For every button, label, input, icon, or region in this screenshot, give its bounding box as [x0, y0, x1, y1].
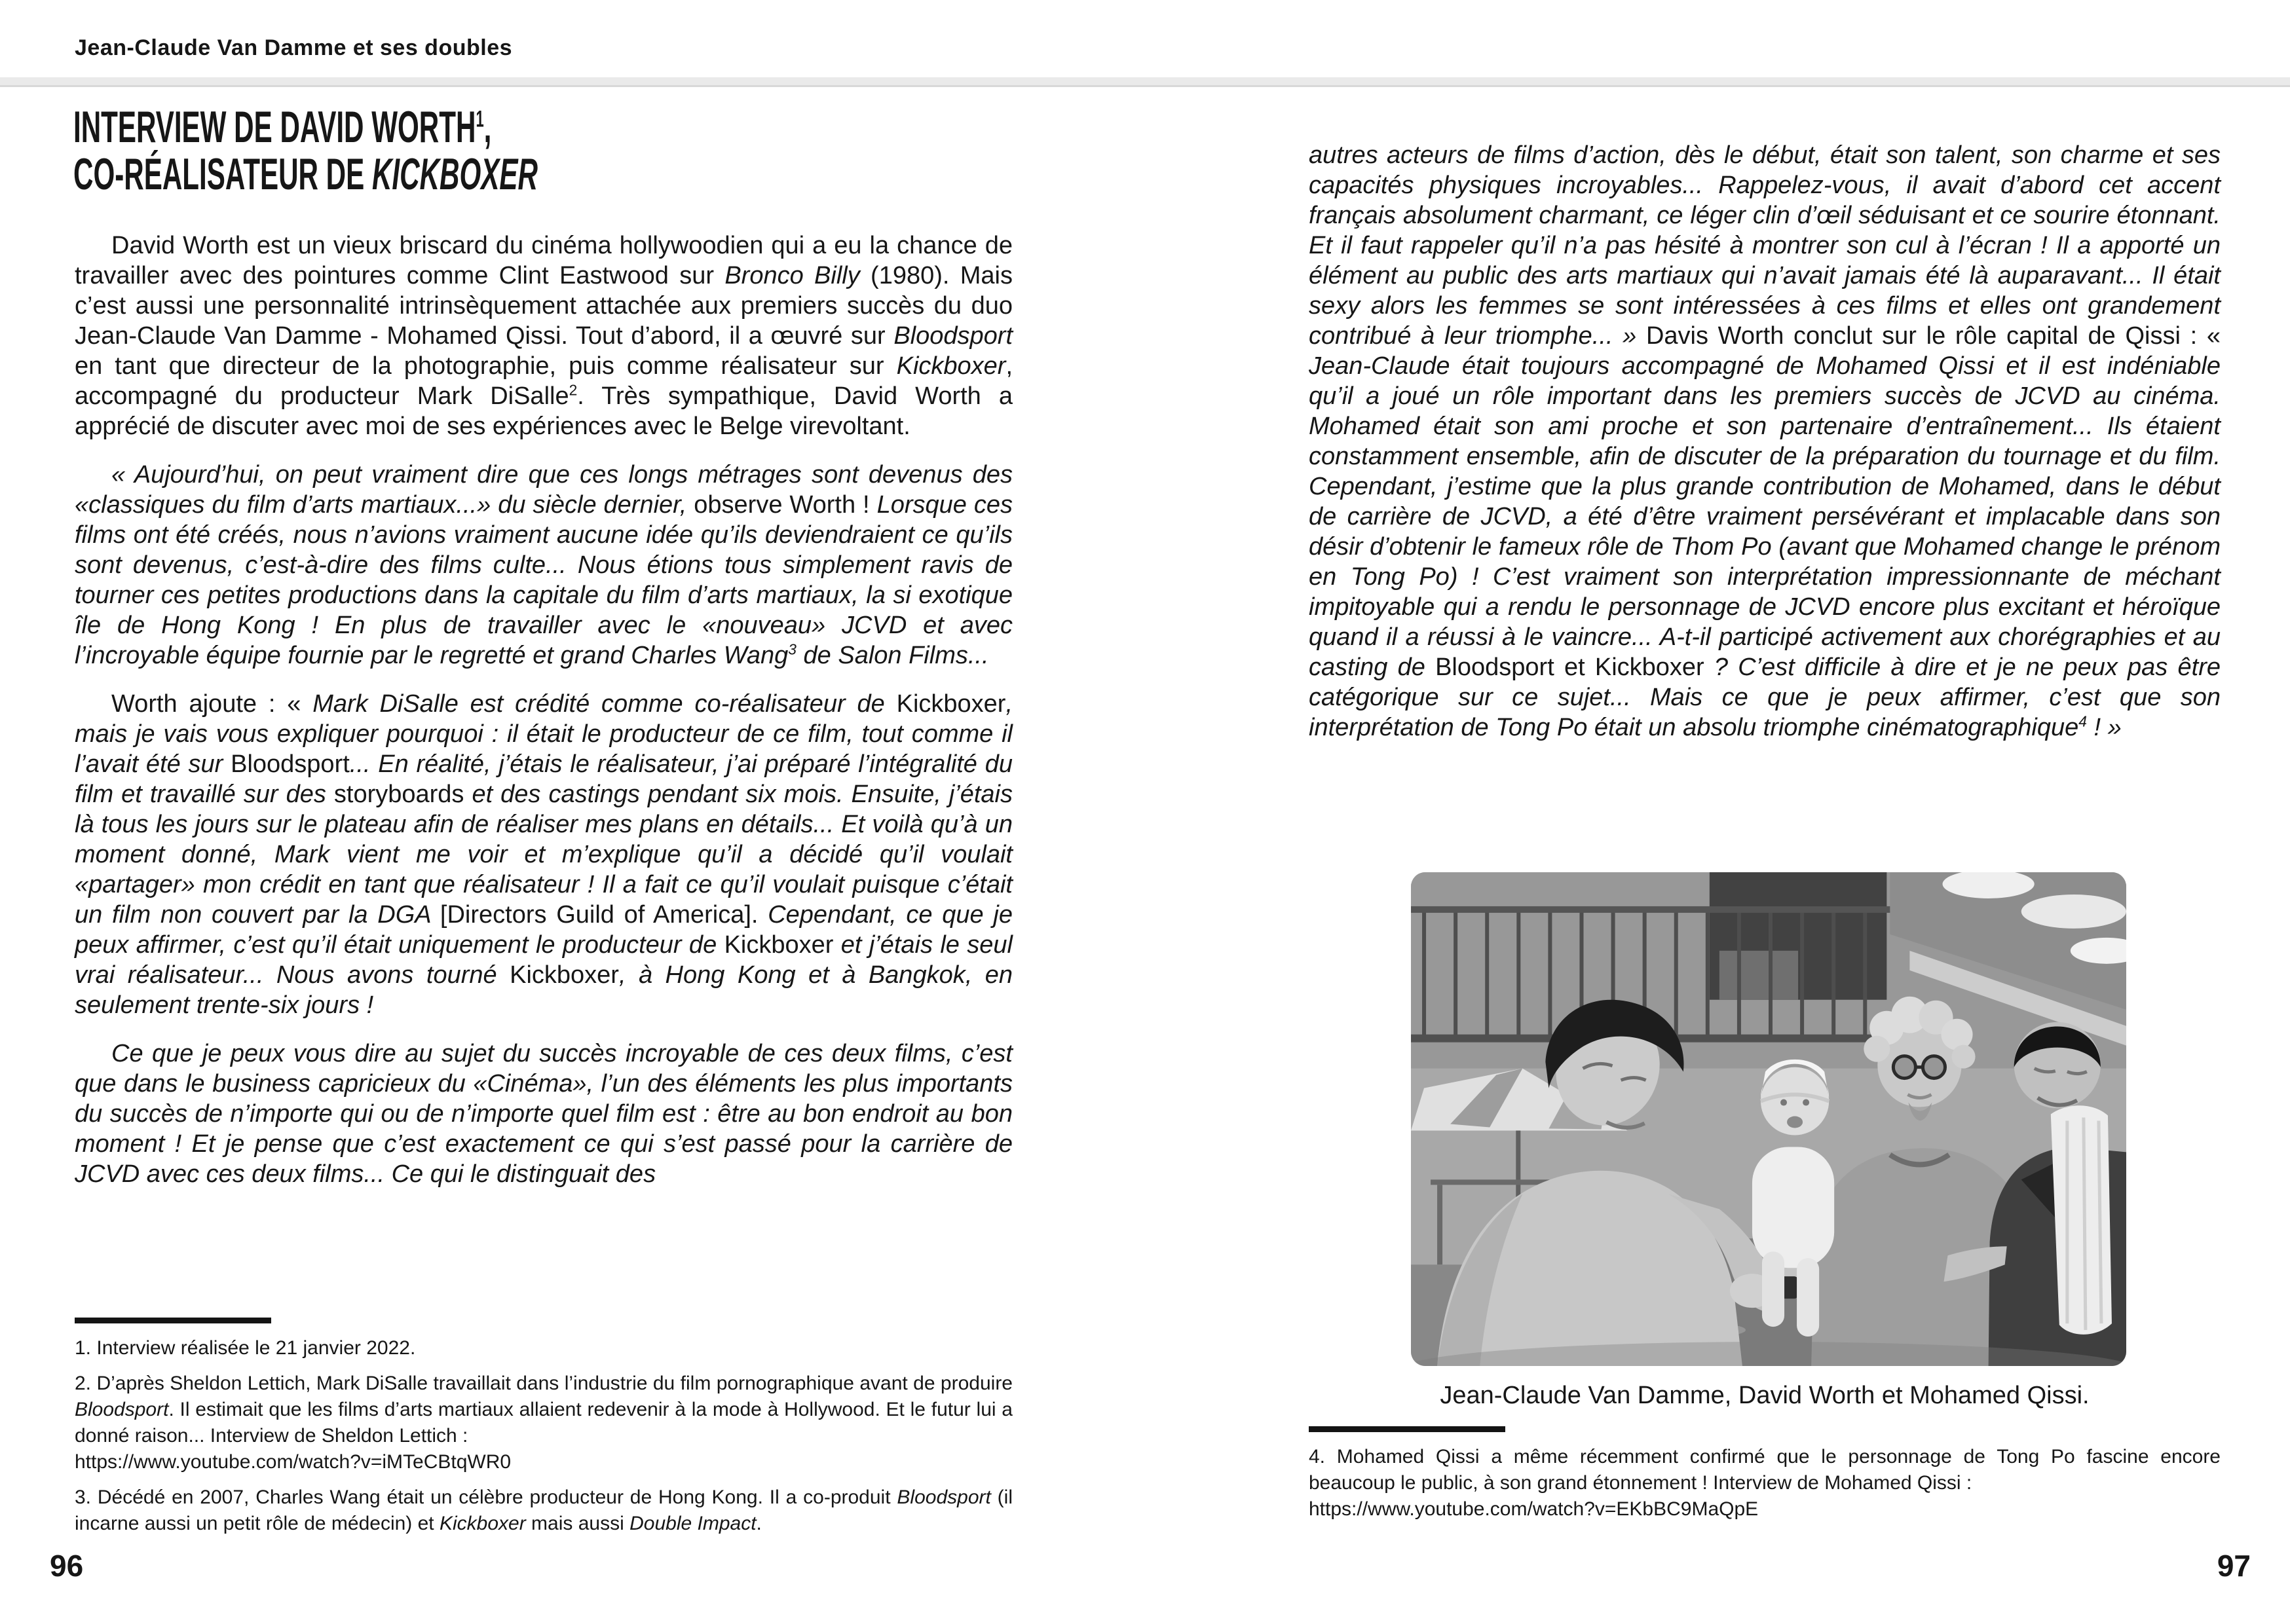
article-title [73, 103, 822, 198]
title-line-2: CO-RÉALISATEUR DE KICKBOXER [73, 149, 538, 199]
right-footnotes [1309, 1426, 2221, 1532]
footnote-4-url: https://www.youtube.com/watch?v=EKbBC9MaQpE [1309, 1498, 1759, 1520]
title-line-1: INTERVIEW DE DAVID WORTH$^1$, [73, 102, 492, 152]
photo-illustration [1411, 872, 2126, 1366]
footnote-1: 1. Interview réalisée le 21 janvier 2022. [75, 1337, 416, 1359]
photo-jcvd-worth-qissi [1411, 872, 2126, 1366]
footnote-4: 4. Mohamed Qissi a même récemment confirmé que le personnage de Tong Po fascine encore beaucoup le public, à son grand étonnement ! Interview de Mohamed Qissi : [1309, 1446, 2221, 1494]
left-text-column [75, 231, 1013, 1208]
left-footnotes [75, 1318, 1013, 1546]
header-rule [0, 77, 2290, 87]
footnote-rule [75, 1318, 271, 1323]
footnote-2-url: https://www.youtube.com/watch?v=iMTeCBtqWR0 [75, 1451, 512, 1473]
right-text-column [1309, 140, 2221, 761]
paragraph: David Worth est un vieux briscard du cinéma hollywoodien qui a eu la chance de travailler avec des pointures comme Clint Eastwood sur Bronco Billy (1980). Mais c’est aussi une personnalité intrinsèquement attachée aux premiers succès du duo Jean-Claude Van Damme - Mohamed Qissi. Tout d’abord, il a œuvré sur Bloodsport en tant que directeur de la photographie, puis comme réalisateur sur Kickboxer, accompagné du producteur Mark DiSalle$^2$. Très sympathique, David Worth a apprécié de discuter avec moi de ses expériences avec le Belge virevoltant. [75, 232, 1013, 440]
photo-caption: Jean-Claude Van Damme, David Worth et Mohamed Qissi. [1440, 1382, 2090, 1409]
running-head: Jean-Claude Van Damme et ses doubles [75, 35, 513, 60]
paragraph: « Aujourd’hui, on peut vraiment dire que ces longs métrages sont devenus des «classiques du film d’arts martiaux...» du siècle dernier, observe Worth ! Lorsque ces films ont été créés, nous n’avions vraiment aucune idée qu’ils deviendraient ce qu’ils sont devenus, c’est-à-dire des films culte... Nous étions tous simplement ravis de tourner ces petites productions dans la capitale du film d’arts martiaux, la si exotique île de Hong Kong ! En plus de travailler avec le «nouveau» JCVD et avec l’incroyable équipe fournie par le regretté et grand Charles Wang$^3$ de Salon Films... [75, 461, 1013, 669]
paragraph: Ce que je peux vous dire au sujet du succès incroyable de ces deux films, c’est que dans le business capricieux du «Cinéma», l’un des éléments les plus importants du succès de n’importe qui ou de n’importe quel film est : être au bon endroit au bon moment ! Et je pense que c’est exactement ce qui s’est passé pour la carrière de JCVD avec ces deux films... Ce qui le distinguait des [75, 1040, 1013, 1188]
page-number-right: 97 [2217, 1549, 2251, 1583]
footnote-2: 2. D’après Sheldon Lettich, Mark DiSalle travaillait dans l’industrie du film pornographique avant de produire Bloodsport. Il estimait que les films d’arts martiaux allaient redevenir à la mode à Hollywood. Et le futur lui a donné raison... Interview de Sheldon Lettich : [75, 1373, 1013, 1447]
page-number-left: 96 [50, 1549, 84, 1583]
paragraph: Worth ajoute : « Mark DiSalle est crédité comme co-réalisateur de Kickboxer, mais je vais vous expliquer pourquoi : il était le producteur de ce film, tout comme il l’avait été sur Bloodsport... En réalité, j’étais le réalisateur, j’ai préparé l’intégralité du film et travaillé sur des storyboards et des castings pendant six mois. Ensuite, j’étais là tous les jours sur le plateau afin de réaliser mes plans en détails... Et voilà qu’à un moment donné, Mark vient me voir et m’explique qu’il a décidé qu’il voulait «partager» mon crédit en tant que réalisateur ! Il a fait ce qu’il voulait puisque c’était un film non couvert par la DGA [Directors Guild of America]. Cependant, ce que je peux affirmer, c’est qu’il était uniquement le producteur de Kickboxer et j’étais le seul vrai réalisateur... Nous avons tourné Kickboxer, à Hong Kong et à Bangkok, en seulement trente-six jours ! [75, 690, 1013, 1019]
footnote-3: 3. Décédé en 2007, Charles Wang était un célèbre producteur de Hong Kong. Il a co-produit Bloodsport (il incarne aussi un petit rôle de médecin) et Kickboxer mais aussi Double Impact. [75, 1486, 1013, 1534]
paragraph: autres acteurs de films d’action, dès le début, était son talent, son charme et ses capacités physiques incroyables... Rappelez-vous, il avait d’abord cet accent français absolument charmant, ce léger clin d’œil séduisant et ce sourire étonnant. Et il faut rappeler qu’il n’a pas hésité à montrer son cul à l’écran ! Il a apporté un élément au public des arts martiaux qui n’avait jamais été là auparavant... Il était sexy alors les femmes se sont intéressées à ces films et elles ont grandement contribué à leur triomphe... » Davis Worth conclut sur le rôle capital de Qissi : « Jean-Claude était toujours accompagné de Mohamed Qissi et il est indéniable qu’il a joué un rôle important dans les premiers succès de JCVD au cinéma. Mohamed était son ami proche et son partenaire d’entraînement... Ils étaient constamment ensemble, afin de discuter de la préparation du tournage et du film. Cependant, j’estime que la plus grande contribution de Mohamed, dans le début de carrière de JCVD, a été d’être vraiment persévérant et implacable dans son désir d’obtenir le fameux rôle de Thom Po (avant que Mohamed change le prénom en Tong Po) ! C’est vraiment son interprétation impressionnante de méchant impitoyable qui a rendu le personnage de JCVD encore plus excitant et héroïque quand il a réussi à le vaincre... A-t-il participé activement aux chorégraphies et au casting de Bloodsport et Kickboxer ? C’est difficile à dire et je ne peux pas être catégorique sur ce sujet... Mais ce que je peux affirmer, c’est que son interprétation de Tong Po était un absolu triomphe cinématographique$^4$ ! » [1309, 141, 2221, 741]
footnote-rule [1309, 1426, 1505, 1432]
